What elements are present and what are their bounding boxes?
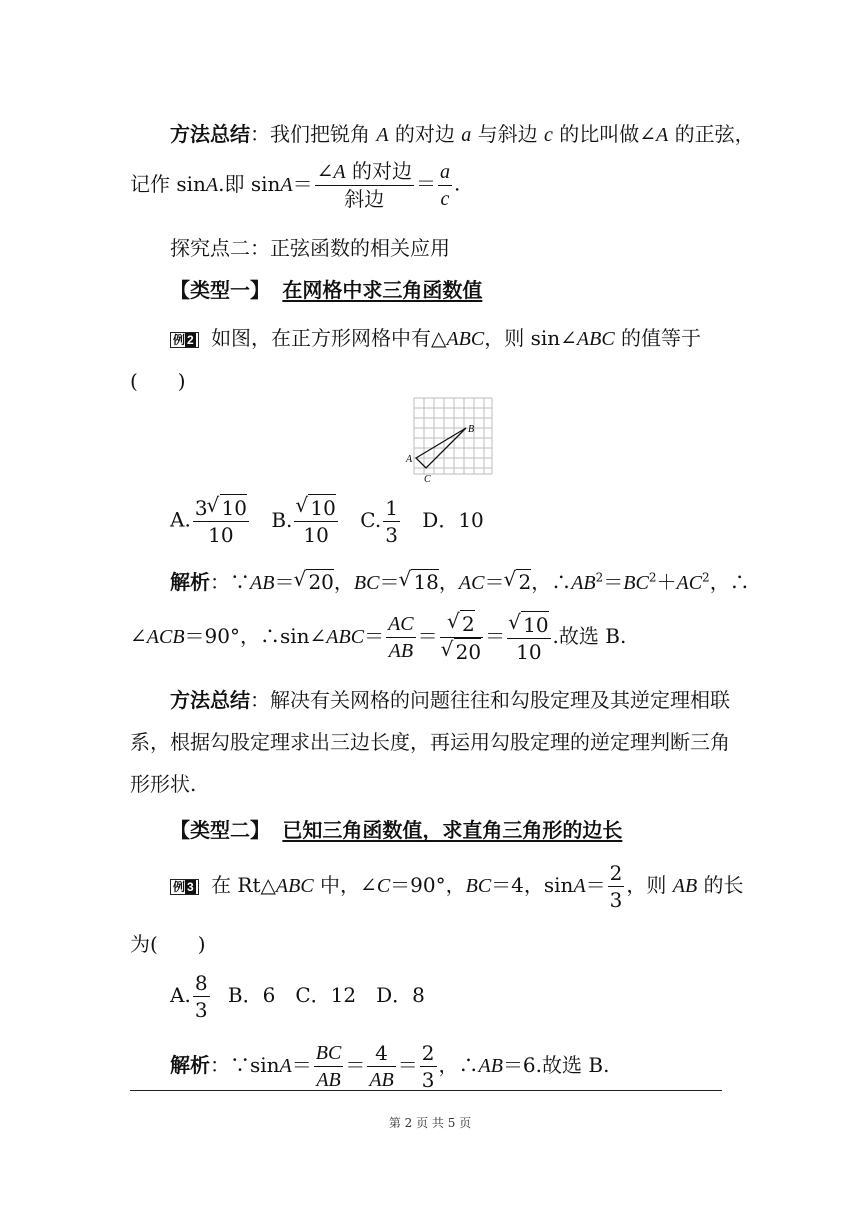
two-thirds-solution: $\frac{2}{3}$ xyxy=(421,1041,435,1092)
type-1-heading xyxy=(170,274,482,303)
type-1-label: 【类型一】 xyxy=(170,278,270,302)
example-2-options xyxy=(170,494,484,548)
example-3-options xyxy=(170,970,425,1023)
example-2-solution-line-2: ∠ACB＝90°，∴sin∠ABC＝ $\frac{AC}{AB}$ ＝ √ 2 √ 20 ＝ √ $\frac{10}{10}$ .故选 B. xyxy=(130,610,626,665)
summary-1-line-2: 记作 sinA.即 sinA＝ $\frac{\text{∠A 的对边}}{\text{斜边}}$ ＝ $\frac{a}{c}$ . xyxy=(130,159,461,211)
type-2-heading xyxy=(170,814,622,843)
summary-1-line-1: 方法总结：我们把锐角 A 的对边 a 与斜边 c 的比叫做∠A 的正弦， xyxy=(170,122,755,146)
example-3-answer-blank: 为( ) xyxy=(130,932,206,956)
section-heading: 探究点二：正弦函数的相关应用 xyxy=(170,236,450,260)
type-2-label: 【类型二】 xyxy=(170,818,270,842)
ac-over-ab: $\frac{AC}{AB}$ xyxy=(388,613,414,662)
ex3-option-a-value: $\frac{8}{3}$ xyxy=(194,971,208,1022)
option-b-label: B. xyxy=(271,507,293,532)
type-2-title: 已知三角函数值，求直角三角形的边长 xyxy=(282,818,623,842)
root2-over-root20: √ 2 √ 20 xyxy=(440,610,483,665)
vertex-label-c: C xyxy=(424,474,431,485)
example-2-answer-blank: ( ) xyxy=(130,369,186,393)
option-c-value: $\frac{1}{3}$ xyxy=(385,495,398,547)
solution-label: 解析 xyxy=(170,570,210,594)
summary-2-line-3: 形形状. xyxy=(130,772,197,796)
vertex-label-a: A xyxy=(406,454,413,465)
example-3-solution: 解析：∵sinA＝ $\frac{BC}{AB}$ ＝ $\frac{4}{AB}$ ＝ $\frac{2}{3}$ ，∴AB＝6.故选 B. xyxy=(170,1041,610,1092)
grid-triangle-figure xyxy=(400,394,500,486)
sine-definition-fraction: $\frac{\text{∠A 的对边}}{\text{斜边}}$ xyxy=(316,159,412,211)
bc-over-ab: $\frac{BC}{AB}$ xyxy=(315,1042,342,1091)
option-a-label: A. xyxy=(170,507,191,532)
example-3-question: 例 3 在 Rt△ABC 中，∠C＝90°，BC＝4，sinA＝ $\frac{2}{3}$ ，则 AB 的长 xyxy=(170,860,744,913)
example-2-solution-line-1: 解析：∵AB＝√ 20，BC＝√ 18，AC＝√ 2，$\therefore AB^2=BC^2+AC^2$，∴ xyxy=(170,566,750,595)
ex3-solution-label: 解析 xyxy=(170,1053,210,1077)
summary-2-line-2: 系，根据勾股定理求出三边长度，再运用勾股定理的逆定理判断三角 xyxy=(130,730,730,754)
option-c-label: C. xyxy=(360,507,382,532)
summary-2-label: 方法总结 xyxy=(170,688,250,712)
summary-1-label: 方法总结 xyxy=(170,122,250,146)
example-2-question: 例 2 如图，在正方形网格中有△ABC，则 sin∠ABC 的值等于 xyxy=(170,322,701,351)
type-1-title: 在网格中求三角函数值 xyxy=(282,278,483,302)
a-over-c-fraction: $\frac{a}{c}$ xyxy=(439,160,450,210)
ex3-option-a-label: A. xyxy=(170,983,191,1007)
root10-over-10: √ $\frac{10}{10}$ xyxy=(507,611,550,665)
summary-2-line-1: 方法总结：解决有关网格的问题往往和勾股定理及其逆定理相联 xyxy=(170,688,730,712)
example-3-tag: 例 3 xyxy=(170,879,199,895)
two-thirds: $\frac{2}{3}$ xyxy=(609,861,623,912)
option-a-value: $\frac{3√ 10}{10}$ xyxy=(193,494,249,548)
option-d: D．10 xyxy=(422,507,484,532)
example-2-tag: 例 2 xyxy=(170,332,199,348)
ex3-other-options: B．6 C．12 D．8 xyxy=(227,983,425,1007)
vertex-label-b: B xyxy=(468,424,475,435)
page-footer: 第 2 页 共 5 页 xyxy=(388,1116,472,1130)
option-b-value: √ $\frac{10}{10}$ xyxy=(294,494,337,548)
footer-rule xyxy=(130,1090,722,1091)
four-over-ab: $\frac{4}{AB}$ xyxy=(369,1041,394,1091)
